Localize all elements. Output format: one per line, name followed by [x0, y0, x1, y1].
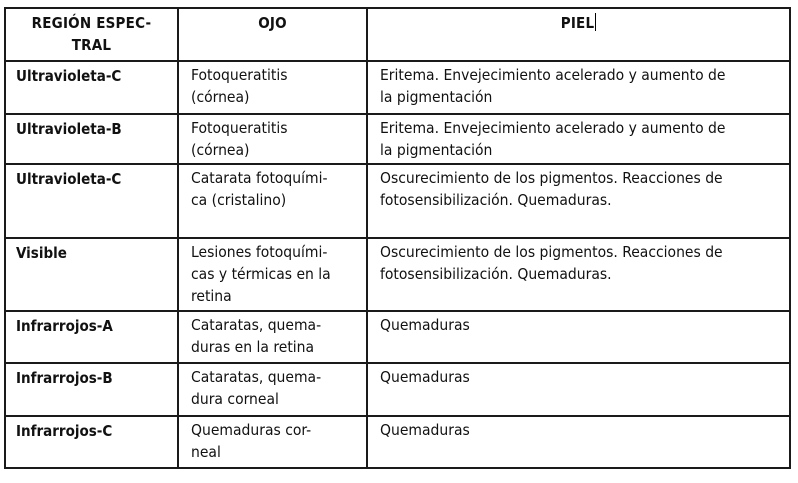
piel-cell: [367, 311, 790, 363]
piel-text: Oscurecimiento de los pigmentos. Reacciones de fotosensibilización. Quemaduras.: [380, 169, 723, 209]
ojo-cell: [178, 164, 367, 238]
region-label: Ultravioleta-C: [16, 67, 122, 85]
region-cell: [5, 416, 178, 468]
header-piel: [367, 8, 790, 61]
piel-text: Quemaduras: [380, 421, 470, 439]
header-region-label: REGIÓN ESPEC- TRAL: [31, 14, 152, 54]
ojo-cell: [178, 61, 367, 114]
ojo-cell: [178, 363, 367, 416]
table-row: [5, 114, 790, 164]
piel-text: Quemaduras: [380, 316, 470, 334]
document-table-container: [4, 7, 789, 469]
piel-cell: [367, 363, 790, 416]
piel-text: Quemaduras: [380, 368, 470, 386]
ojo-text: Fotoqueratitis (córnea): [191, 119, 288, 159]
piel-text: Eritema. Envejecimiento acelerado y aumento de la pigmentación: [380, 66, 726, 106]
table-row: [5, 164, 790, 238]
header-piel-label: PIEL: [560, 14, 595, 32]
piel-text: Eritema. Envejecimiento acelerado y aumento de la pigmentación: [380, 119, 726, 159]
header-region: [5, 8, 178, 61]
text-cursor: [595, 13, 596, 31]
table-row: [5, 61, 790, 114]
region-label: Infrarrojos-B: [16, 369, 113, 387]
region-cell: [5, 363, 178, 416]
table-row: [5, 311, 790, 363]
header-ojo-label: OJO: [258, 14, 287, 32]
table-row: [5, 238, 790, 311]
ojo-cell: [178, 114, 367, 164]
ojo-cell: [178, 311, 367, 363]
region-cell: [5, 311, 178, 363]
piel-cell: [367, 416, 790, 468]
table-header-row: [5, 8, 790, 61]
header-ojo: [178, 8, 367, 61]
region-label: Infrarrojos-C: [16, 422, 113, 440]
region-cell: [5, 238, 178, 311]
ojo-cell: [178, 416, 367, 468]
ojo-text: Quemaduras cor- neal: [191, 421, 312, 461]
region-label: Infrarrojos-A: [16, 317, 113, 335]
piel-cell: [367, 164, 790, 238]
region-label: Ultravioleta-C: [16, 170, 122, 188]
piel-cell: [367, 238, 790, 311]
ojo-cell: [178, 238, 367, 311]
region-cell: [5, 114, 178, 164]
ojo-text: Catarata fotoquími- ca (cristalino): [191, 169, 328, 209]
ojo-text: Lesiones fotoquími- cas y térmicas en la retina: [191, 243, 331, 305]
region-label: Ultravioleta-B: [16, 120, 122, 138]
table-row: [5, 416, 790, 468]
piel-text: Oscurecimiento de los pigmentos. Reacciones de fotosensibilización. Quemaduras.: [380, 243, 723, 283]
region-cell: [5, 61, 178, 114]
region-label: Visible: [16, 244, 67, 262]
ojo-text: Cataratas, quema- dura corneal: [191, 368, 322, 408]
ojo-text: Fotoqueratitis (córnea): [191, 66, 288, 106]
region-cell: [5, 164, 178, 238]
piel-cell: [367, 114, 790, 164]
spectral-effects-table: [4, 7, 791, 469]
piel-cell: [367, 61, 790, 114]
table-row: [5, 363, 790, 416]
ojo-text: Cataratas, quema- duras en la retina: [191, 316, 322, 356]
